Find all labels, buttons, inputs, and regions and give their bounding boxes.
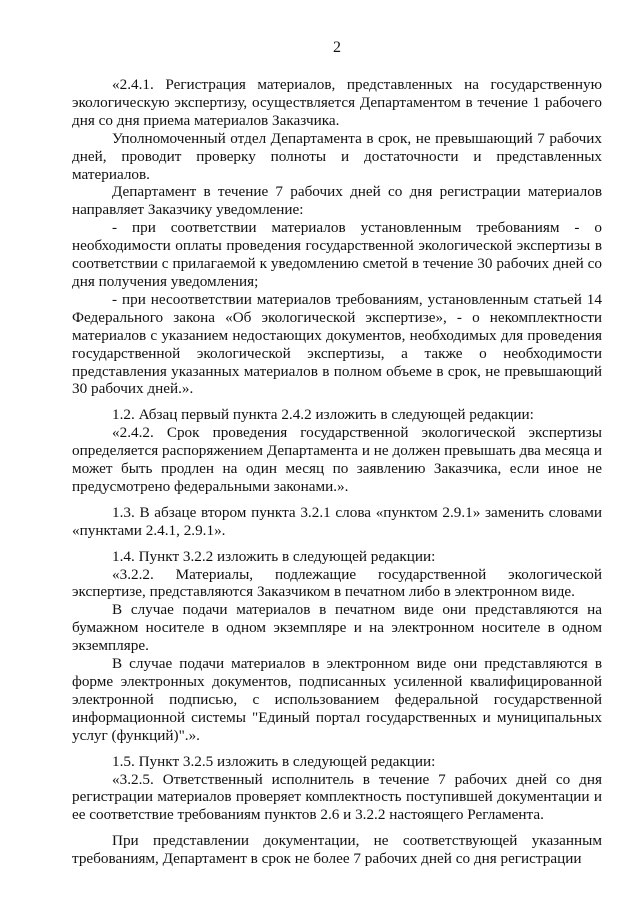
paragraph-3-2-5-check: «3.2.5. Ответственный исполнитель в течение 7 рабочих дней со дня регистрации материалов проверяет комплектность поступившей документации и ее соответствие требованиям пунктов 2.6 и 3.2.2 настоящего Регламента. bbox=[72, 770, 602, 824]
paragraph-1-2-heading: 1.2. Абзац первый пункта 2.4.2 изложить в следующей редакции: bbox=[112, 406, 534, 424]
paragraph-noncompliant-documentation: При представлении документации, не соответствующей указанным требованиям, Департамент в срок не более 7 рабочих дней со дня регистрации bbox=[72, 832, 602, 868]
paragraph-1-5-heading: 1.5. Пункт 3.2.5 изложить в следующей редакции: bbox=[112, 752, 436, 770]
paragraph-1-3-amendment: 1.3. В абзаце втором пункта 3.2.1 слова «пунктом 2.9.1» заменить словами «пунктами 2.4.1, 2.9.1». bbox=[72, 503, 602, 539]
paragraph-authorized-department-check: Уполномоченный отдел Департамента в срок, не превышающий 7 рабочих дней, проводит проверку полноты и достаточности и представленных материалов. bbox=[72, 129, 602, 183]
paragraph-notification-intro: Департамент в течение 7 рабочих дней со дня регистрации материалов направляет Заказчику уведомление: bbox=[72, 183, 602, 219]
paragraph-printed-submission: В случае подачи материалов в печатном виде они представляются на бумажном носителе в одном экземпляре и на электронном носителе в одном экземпляре. bbox=[72, 601, 602, 655]
document-page bbox=[72, 38, 602, 868]
paragraph-1-4-heading: 1.4. Пункт 3.2.2 изложить в следующей редакции: bbox=[112, 547, 436, 565]
paragraph-notification-compliant: - при соответствии материалов установленным требованиям - о необходимости оплаты проведения государственной экологической экспертизы в соответствии с прилагаемой к уведомлению сметой в течение 30 рабочих дней со дня получения уведомления; bbox=[72, 219, 602, 290]
paragraph-notification-noncompliant: - при несоответствии материалов требованиям, установленным статьей 14 Федерального закона «Об экологической экспертизе», - о некомплектности материалов с указанием недостающих документов, необходимых для проведения государственной экологической экспертизы, а также о необходимости представления указанных материалов в полном объеме в срок, не превышающий 30 рабочих дней.». bbox=[72, 290, 602, 398]
paragraph-2-4-2-term: «2.4.2. Срок проведения государственной экологической экспертизы определяется распоряжением Департамента и не должен превышать два месяца и может быть продлен на один месяц по заявлению Заказчика, если иное не предусмотрено федеральными законами.». bbox=[72, 424, 602, 495]
paragraph-2-4-1-registration: «2.4.1. Регистрация материалов, представленных на государственную экологическую экспертизу, осуществляется Департаментом в течение 1 рабочего дня со дня приема материалов Заказчика. bbox=[72, 76, 602, 129]
paragraph-electronic-submission: В случае подачи материалов в электронном виде они представляются в форме электронных документов, подписанных усиленной квалифицированной электронной подписью, с использованием федеральной государственной информационной системы "Единый портал государственных и муниципальных услуг (функций)".». bbox=[72, 655, 602, 744]
page-number: 2 bbox=[333, 39, 341, 56]
paragraph-3-2-2-materials: «3.2.2. Материалы, подлежащие государственной экологической экспертизе, представляются Заказчиком в печатном либо в электронном виде. bbox=[72, 565, 602, 601]
